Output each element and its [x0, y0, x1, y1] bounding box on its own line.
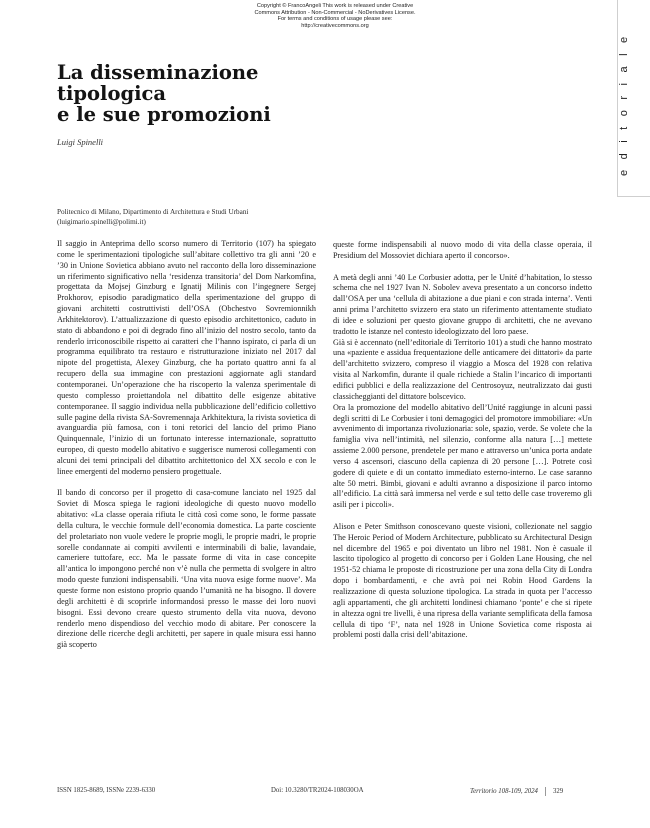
author-email: (luigimario.spinelli@polimi.it) [57, 217, 146, 226]
title-line: tipologica [57, 82, 167, 105]
affiliation-text: Politecnico di Milano, Dipartimento di Architettura e Studi Urbani [57, 208, 249, 216]
paragraph: Alison e Peter Smithson conoscevano queste visioni, collezionate nel saggio The Heroic Period of Modern Architecture, pubblicato su Architectural Design nel dicembre del 1965 e poi diventato un libro nel 1981. Non è casuale il lascito tipologico al progetto di concorso per i Golden Lane Housing, che nel 1951-52 chiama le proposte di ricostruzione per una zona della City di Londra dopo i bombardamenti, e che avrà poi nei Robin Hood Gardens la realizzazione di questa soluzione tipologica. La strada in quota per l’accesso agli appartamenti, che gli architetti londinesi chiamano ‘ponte’ e che si ripete in altezza ogni tre livelli, è una ripresa della variante semplificata della famosa cellula di tipo ‘F’, nata nel 1928 in Unione Sovietica come risposta ai problemi posti dalla crisi dell’abitazione. [333, 521, 592, 640]
article-title [57, 62, 317, 125]
footer-divider [545, 787, 546, 796]
journal-issue: 108-109, 2024 [498, 788, 538, 796]
footer-doi: Doi: 10.3280/TR2024-108030OA [271, 787, 364, 794]
author-name: Luigi Spinelli [57, 137, 104, 147]
license-line: Copyright © FrancoAngeli This work is released under Creative [256, 3, 414, 9]
license-line: http://creativecommons.org [301, 22, 369, 29]
license-notice [240, 3, 430, 29]
paragraph: Il bando di concorso per il progetto di casa-comune lanciato nel 1925 dal Soviet di Mosca spiega le ragioni ideologiche di questo nuovo modello abitativo: «La classe operaia rifiuta le città così come sono, le forme passate della cultura, le vecchie formule dell’economia domestica. La parte cosciente del proletariato non vuole vedere le proprie mogli, le proprie madri, le proprie sorelle condannate ai compiti avvilenti e interminabili di balie, lavandaie, cameriere tuttofare, ecc. Ma le passate forme di vita in case concepite all’antica lo impongono perché non v’è nulla che permetta di svolgere in altro modo queste funzioni indispensabili. ‘Una vita nuova esige forme nuove’. Ma queste forme non esistono proprio quando l’umanità ne ha bisogno. Il dovere degli architetti è di scoprirle informandosi presso le masse dei loro nuovi bisogni. Essi devono creare questo strumento della vita nuova, devono renderlo meno dispendioso del vecchio modo di abitare. Per conoscere la direzione delle ricerche degli architetti, per sapere in quale misura essi hanno già scoperto [57, 488, 316, 650]
paragraph: Già si è accennato (nell’editoriale di Territorio 101) a studi che hanno mostrato una «paziente e assidua frequentazione delle anticamere dei dittatori» da parte dell’architetto svizzero, compreso il viaggio a Mosca del 1928 con relativa visita al Narkomfin, durante il quale richiede a Stalin l’incarico di importanti edifici pubblici e della realizzazione del Centrosoyuz, neutralizzato dai gusti classicheggianti del dittatore bolscevico. [333, 337, 592, 401]
paragraph: Ora la promozione del modello abitativo dell’Unité raggiunge in alcuni passi degli scritti di Le Corbusier i toni demagogici del promotore immobiliare: «Un avvenimento di importanza rivoluzionaria: sole, spazio, verde. Se volete che la famiglia viva nell’intimità, nel silenzio, conforme alla natura […] mettete assieme 2.000 persone, prendetele per mano e attraverso un’unica porta andate verso 4 ascensori, ciascuno della capienza di 20 persone […]. Potrete così godere di quiete e di un contatto immediato esterno-interno. Le case saranno alte 50 metri. Bimbi, giovani e adulti avranno a disposizione il parco intorno all’edificio. La città sarà immersa nel verde e sul tetto delle case troveremo gli asili per i piccoli». [333, 402, 592, 510]
paragraph: Il saggio in Anteprima dello scorso numero di Territorio (107) ha spiegato come le sperimentazioni tipologiche sull’abitare collettivo tra gli anni ’20 e ’30 in Unione Sovietica abbiano avuto nel racconto della loro disseminazione un riferimento significativo nella ‘residenza transitoria’ del Dom Narkomfina, progettata da Mojsej Ginzburg e Ignatij Milinis con l’ingegnere Sergej Prokhorov, episodio paradigmatico della sperimentazione del gruppo di giovani architetti costruttivisti dell’OSA (Obchestvo Sovremionnikh Arkhitektorov). L’attualizzazione di questo episodio architettonico, caduto in stato di abbandono e poi di degrado fino all’inizio del nostro secolo, tanto da renderlo irriconoscibile rispetto ai caratteri che l’hanno ispirato, ci parla di un programma equilibrato tra restauro e ristrutturazione iniziato nel 2017 dal nipote del progettista, Alexey Ginzburg, che ha portato quattro anni fa al recupero della sua immagine con prestazioni aggiornate agli standard contemporanei. Un’operazione che ha riscoperto la valenza sperimentale di questo complesso proiettandola nel dibattito delle esigenze abitative contemporanee. Il saggio individua nella pubblicazione dell’edificio collettivo sulle pagine della rivista SA-Sovremennaja Arkhitektura, la rivista sovietica di avanguardia più famosa, con i toni retorici del lancio del primo Piano Quinquennale, l’inizio di un fortunato interesse internazionale, soprattutto europeo, di questo modello abitativo e suggerisce numerosi collegamenti con alcuni dei temi principali del dibattito architettonico del XX secolo e con le linee emergenti del moderno pensiero progettuale. [57, 239, 316, 476]
section-side-tab [617, 0, 650, 197]
author-affiliation [57, 208, 248, 227]
footer-journal [470, 787, 563, 796]
body-column-right [333, 240, 592, 641]
title-line: La disseminazione [57, 61, 259, 84]
title-line: e le sue promozioni [57, 103, 271, 126]
page-number: 329 [552, 788, 564, 796]
journal-name: Territorio [470, 788, 497, 796]
footer-issn: ISSN 1825-8689, ISSNe 2239-6330 [57, 787, 156, 794]
paragraph: A metà degli anni ’40 Le Corbusier adotta, per le Unité d’habitation, lo stesso schema che nel 1927 Ivan N. Sobolev aveva presentato a un concorso indetto dall’OSA per una ‘cellula di abitazione a due piani e con strada interna’. Venti anni prima l’architetto svizzero era stato un riferimento attentamente studiato di idee e soluzioni per questo giovane gruppo di architetti, che ne avevano tradotto le istanze nel contesto ideologizzato del loro paese. [333, 272, 592, 336]
paragraph: queste forme indispensabili al nuovo modo di vita della classe operaia, il Presidium del Mossoviet dichiara aperto il concorso». [333, 240, 592, 260]
section-label: editoriale [618, 26, 630, 176]
body-column-left [57, 239, 316, 651]
license-line: Commons Attribution - Non-Commercial - NoDerivatives License. [254, 9, 416, 16]
license-line: For terms and conditions of usage please see: [277, 16, 393, 23]
